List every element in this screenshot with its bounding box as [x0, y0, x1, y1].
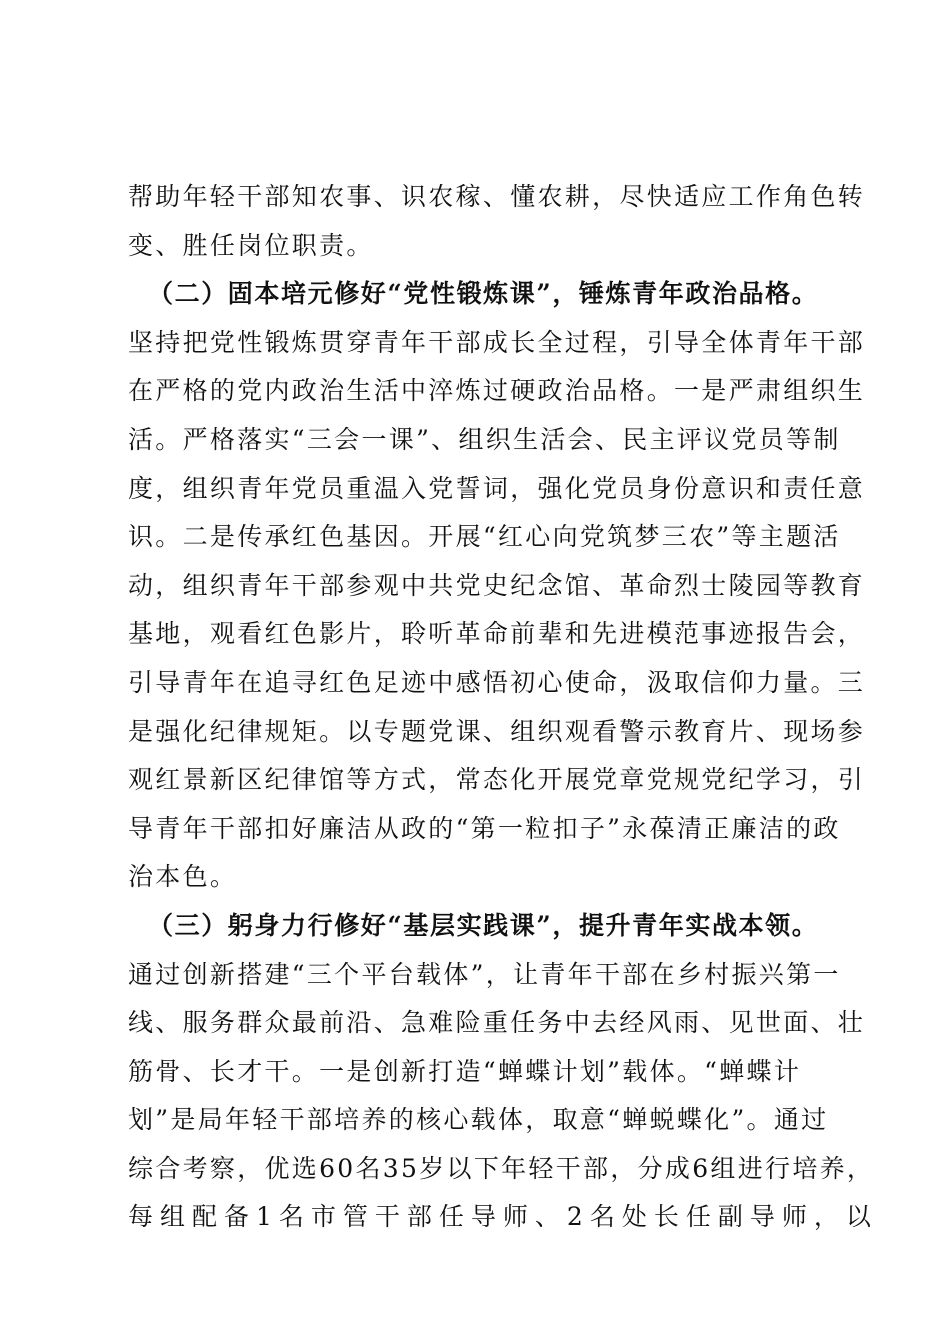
text-line: 基地，观看红色影片，聆听革命前辈和先进模范事迹报告会， [128, 619, 866, 649]
text-line: 坚持把党性锻炼贯穿青年干部成长全过程，引导全体青年干部 [128, 327, 866, 357]
text-line: 治本色。 [128, 862, 238, 892]
text-line: 综合考察，优选60名35岁以下年轻干部，分成6组进行培养， [128, 1153, 875, 1183]
section-heading-2: （二）固本培元修好“党性锻炼课”，锤炼青年政治品格。 [148, 279, 819, 309]
text-line: 划”是局年轻干部培养的核心载体，取意“蝉蜕蝶化”。通过 [128, 1105, 829, 1135]
text-line: 变、胜任岗位职责。 [128, 230, 374, 260]
text-line: 通过创新搭建“三个平台载体”，让青年干部在乡村振兴第一 [128, 959, 841, 989]
text-line: 导青年干部扣好廉洁从政的“第一粒扣子”永葆清正廉洁的政 [128, 813, 841, 843]
text-line: 每组配备1名市管干部任导师、2名处长任副导师，以 [128, 1202, 878, 1232]
section-heading-3: （三）躬身力行修好“基层实践课”，提升青年实战本领。 [148, 910, 819, 940]
text-line: 观红景新区纪律馆等方式，常态化开展党章党规党纪学习，引 [128, 765, 866, 795]
text-line: 引导青年在追寻红色足迹中感悟初心使命，汲取信仰力量。三 [128, 667, 866, 697]
text-line: 活。严格落实“三会一课”、组织生活会、民主评议党员等制 [128, 424, 841, 454]
text-line: 识。二是传承红色基因。开展“红心向党筑梦三农”等主题活 [128, 522, 841, 552]
text-line: 线、服务群众最前沿、急难险重任务中去经风雨、见世面、壮 [128, 1008, 866, 1038]
text-line: 动，组织青年干部参观中共党史纪念馆、革命烈士陵园等教育 [128, 570, 866, 600]
text-line: 是强化纪律规矩。以专题党课、组织观看警示教育片、现场参 [128, 716, 866, 746]
document-body [128, 173, 878, 1242]
text-line: 在严格的党内政治生活中淬炼过硬政治品格。一是严肃组织生 [128, 376, 866, 406]
text-line: 度，组织青年党员重温入党誓词，强化党员身份意识和责任意 [128, 473, 866, 503]
text-line: 筋骨、长才干。一是创新打造“蝉蝶计划”载体。“蝉蝶计 [128, 1056, 802, 1086]
text-line: 帮助年轻干部知农事、识农稼、懂农耕，尽快适应工作角色转 [128, 182, 866, 211]
